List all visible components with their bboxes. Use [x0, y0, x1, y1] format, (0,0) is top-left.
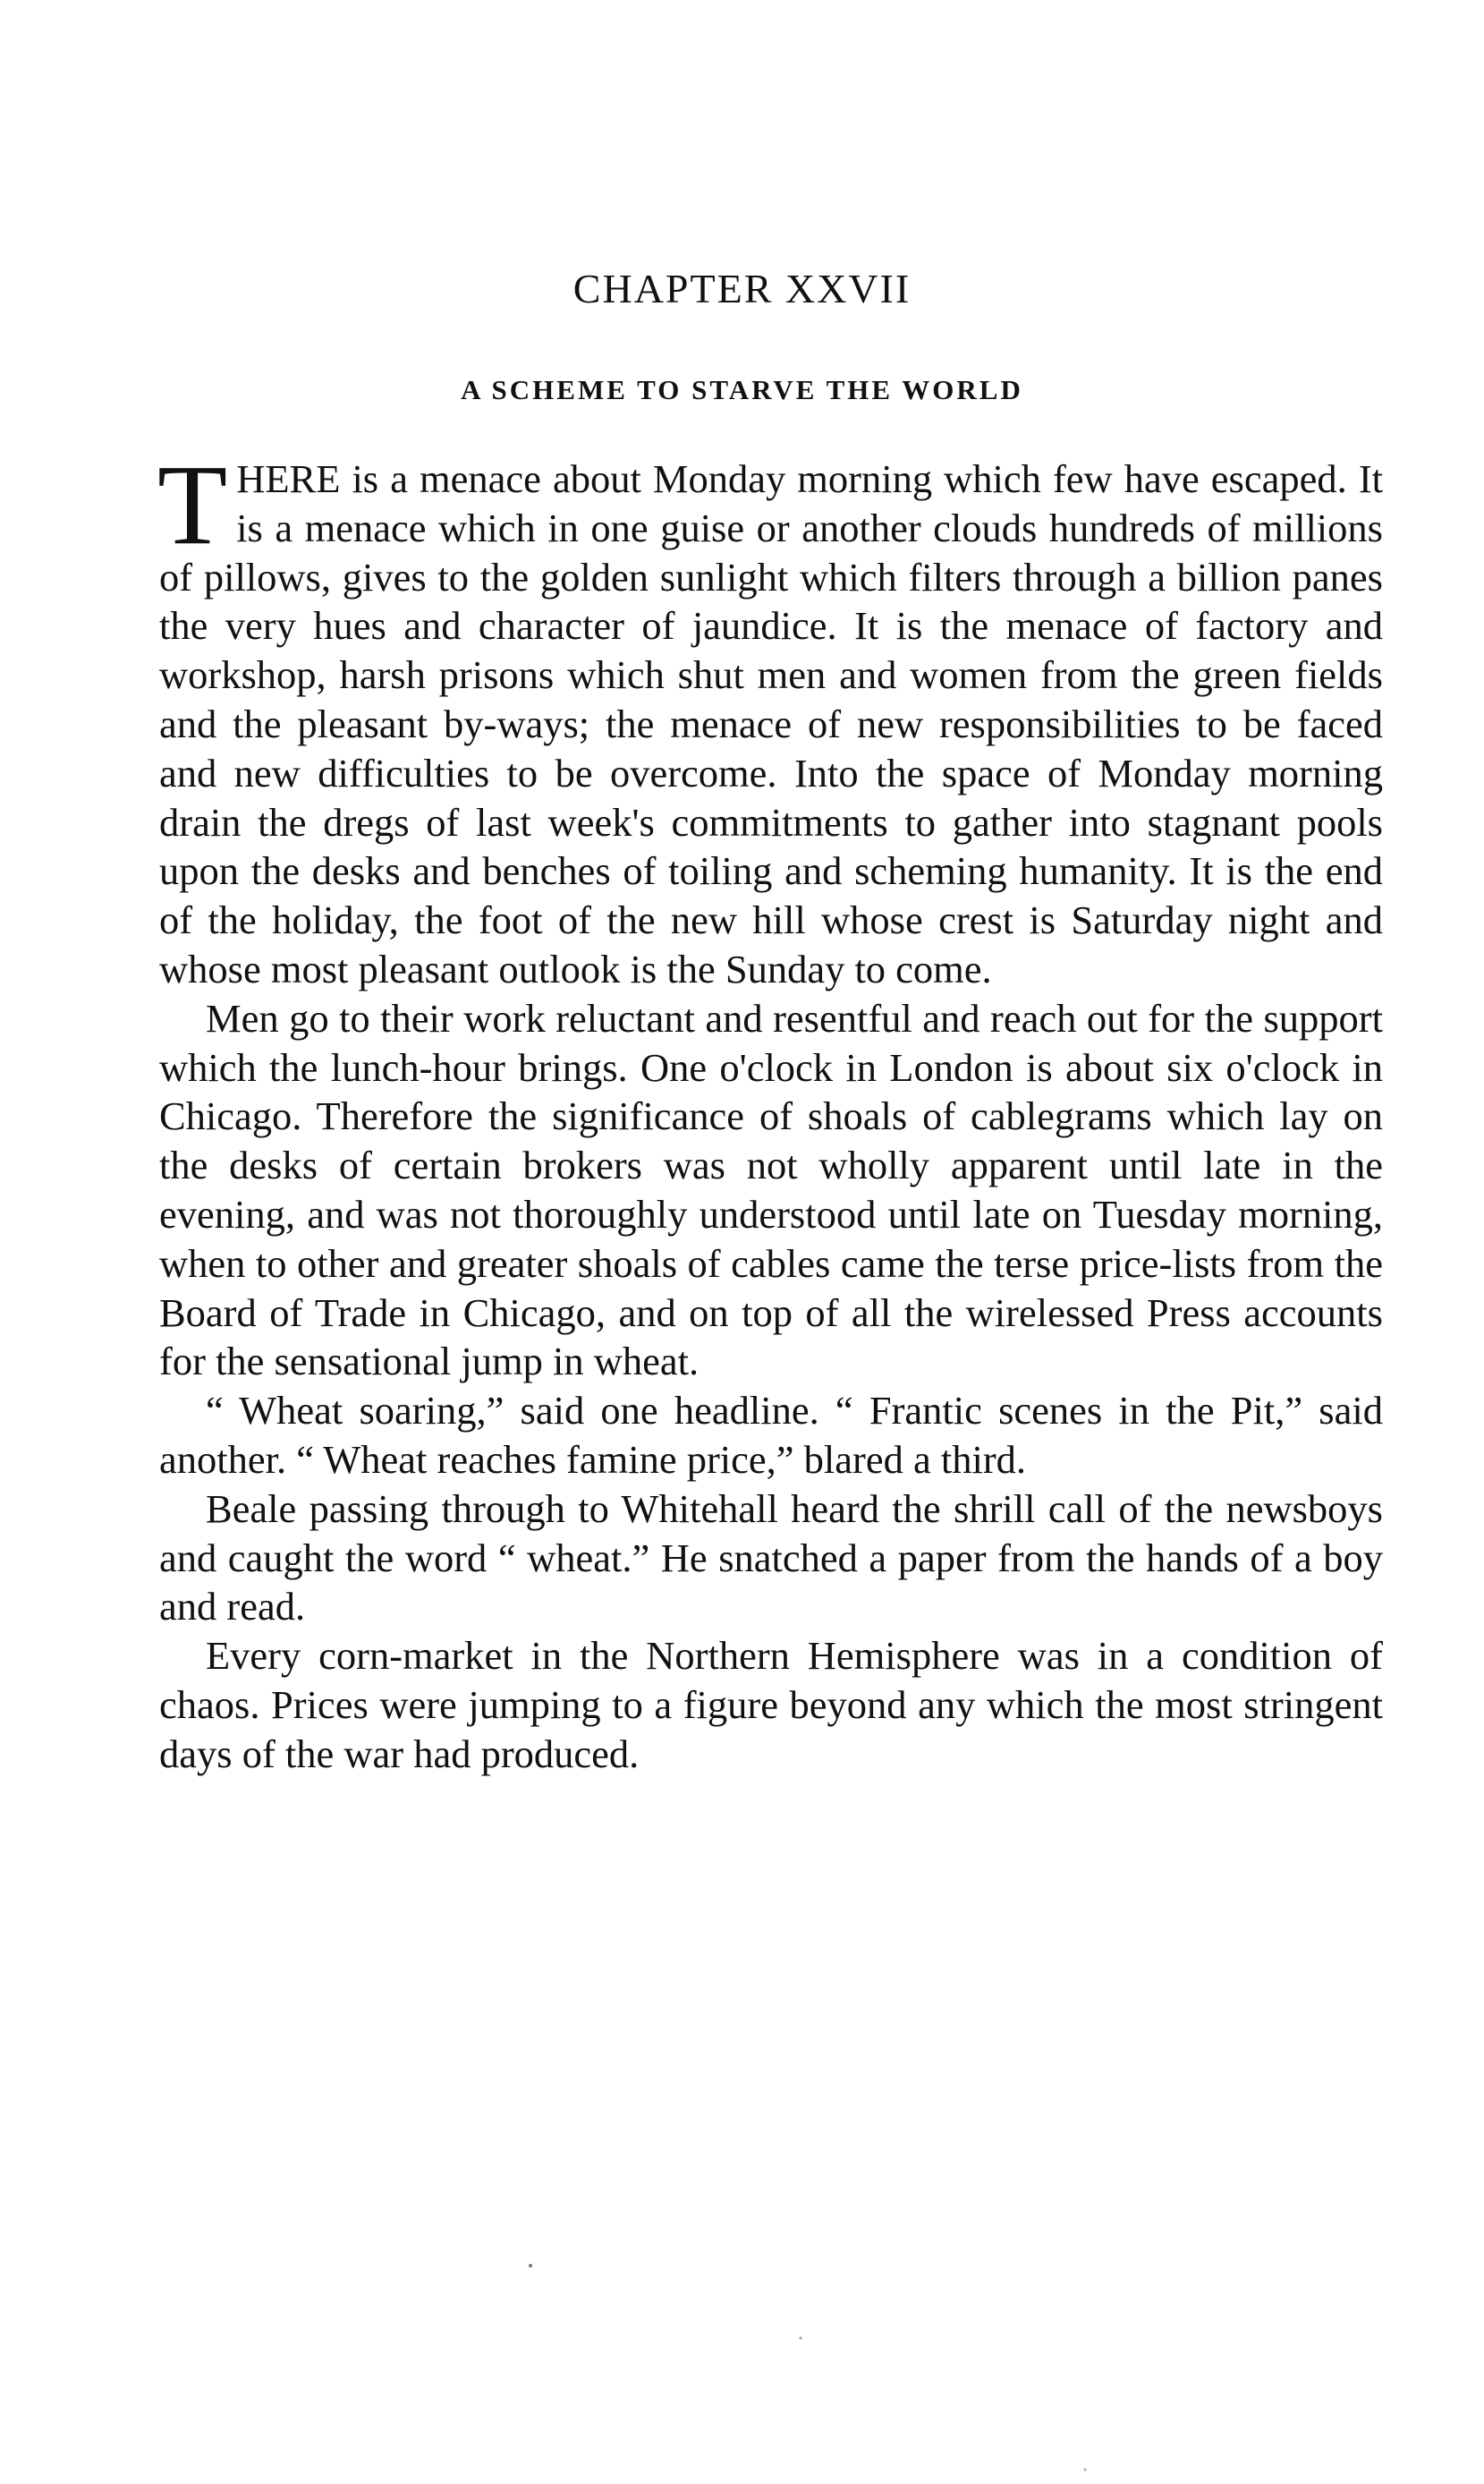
paragraph-1 [157, 441, 1383, 994]
speck-3 [1084, 2469, 1087, 2471]
speck-1 [529, 2264, 532, 2267]
chapter-body [157, 441, 1383, 1779]
opening-word: HERE [236, 456, 341, 501]
paragraph-5: Every corn-market in the Northern Hemisphere was in a condition of chaos. Prices were jumping to a figure beyond any which the most stringent days of the war had produced. [159, 1633, 1383, 1776]
paragraph-2: Men go to their work reluctant and resentful and reach out for the support which the lunch-hour brings. One o'clock in London is about six o'clock in Chicago. Therefore the significance of shoals of cablegrams which lay on the desks of certain brokers was not wholly apparent until late in the evening, and was not thoroughly understood until late on Tuesday morning, when to other and greater shoals of cables came the terse price-lists from the Board of Trade in Chicago, and on top of all the wirelessed Press accounts for the sensational jump in wheat. [159, 995, 1383, 1384]
paragraph-4: Beale passing through to Whitehall heard the shrill call of the newsboys and caught the word “ wheat.” He snatched a paper from the hands of a boy and read. [159, 1485, 1383, 1629]
speck-2 [800, 2337, 802, 2340]
paragraph-3: “ Wheat soaring,” said one headline. “ Frantic scenes in the Pit,” said another. “ Wheat reaches famine price,” blared a third. [159, 1388, 1383, 1482]
drop-cap: T [157, 441, 228, 568]
chapter-title: CHAPTER XXVII [572, 266, 912, 311]
paragraph-1-text: is a menace about Monday morning which few have escaped. It is a menace which in one guise or another clouds hundreds of millions of pillows, gives to the golden sunlight which filters through a billion panes the very hues and character of jaundice. It is the menace of factory and workshop, harsh prisons which shut men and women from the green fields and the pleasant by-ways; the menace of new responsibilities to be faced and new difficulties to be overcome. Into the space of Monday morning drain the dregs of last week's commitments to gather into stagnant pools upon the desks and benches of toiling and scheming humanity. It is the end of the holiday, the foot of the new hill whose crest is Saturday night and whose most pleasant outlook is the Sunday to come. [159, 456, 1383, 991]
chapter-subtitle: A SCHEME TO STARVE THE WORLD [461, 374, 1023, 405]
